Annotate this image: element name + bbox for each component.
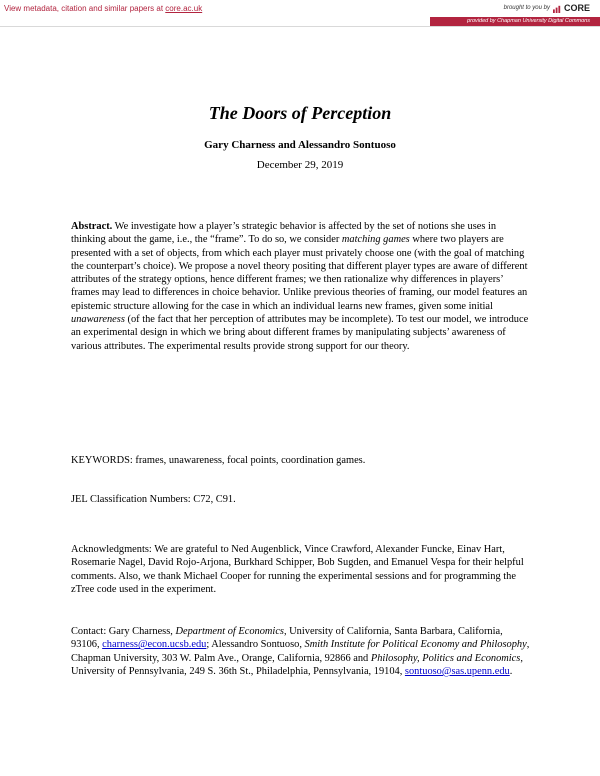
core-logo[interactable] [553, 3, 590, 13]
core-banner [0, 0, 600, 27]
metadata-link[interactable] [4, 4, 202, 13]
contact-text-1: Contact: Gary Charness, [71, 626, 176, 637]
acknowledgments: Acknowledgments: We are grateful to Ned Augenblick, Vince Crawford, Alexander Funcke, Einav Hart, Rosemarie Nagel, David Rojo-Arjona, Burkhard Schipper, Bob Sugden, and Emanuel Vespa for their helpful comments. Also, we thank Michael Cooper for running the experimental sessions and for programming the zTree code used in the experiment. [71, 544, 524, 595]
abstract-emphasis-2: unawareness [71, 314, 125, 326]
provided-by-text: provided by Chapman University Digital Commons [467, 18, 590, 24]
paper-authors: Gary Charness and Alessandro Sontuoso [204, 139, 396, 151]
abstract-text-2: where two players are presented with a set of objects, from which each player must privately choose one (with the goal of matching the counterpart’s choice). We propose a novel theory positing that different player types are aware of different attributes of the strategy options, hence different frames; we then rationalize why differences in players’ frames may lead to differences in choice behavior. Unlike previous theories of framing, our model features an epistemic structure allowing for the case in which an individual learns new frames, given some initial [71, 234, 528, 312]
jel-classification: JEL Classification Numbers: C72, C91. [71, 494, 236, 505]
email-link-sontuoso[interactable]: sontuoso@sas.upenn.edu [404, 665, 510, 677]
email-link-charness[interactable]: charness@econ.ucsb.edu [102, 639, 207, 651]
contact-text-4: , Chapman University, 303 W. Palm Ave., Orange, California, 92866 and [71, 639, 530, 664]
paper-title: The Doors of Perception [208, 103, 392, 123]
contact-info [71, 625, 531, 678]
contact-text-6: . [509, 665, 513, 677]
abstract-label: Abstract. [71, 221, 113, 232]
brought-to-you-by [504, 3, 590, 13]
abstract-text-3: (of the fact that her perception of attributes may be incomplete). To test our model, we introduce an experimental design in which we bring about different frames by manipulating subjects’ awareness of various attributes. The experimental results provide strong support for our theory. [71, 314, 529, 352]
keywords: KEYWORDS: frames, unawareness, focal points, coordination games. [71, 455, 366, 466]
abstract-text-1: We investigate how a player’s strategic behavior is affected by the set of notions she uses in thinking about the game, i.e., the “frame”. To do so, we consider [71, 221, 497, 246]
contact-text-5: , University of Pennsylvania, 249 S. 36th St., Philadelphia, Pennsylvania, 19104, [71, 652, 523, 677]
contact-emphasis-2: Smith Institute for Political Economy and Philosophy [304, 639, 527, 651]
core-ac-uk-link[interactable]: core.ac.uk [165, 4, 203, 13]
metadata-link-text: View metadata, citation and similar papers at [4, 4, 166, 13]
abstract-emphasis-1: matching games [341, 234, 410, 246]
contact-emphasis-1: Department of Economics [175, 626, 284, 637]
abstract [71, 220, 531, 353]
brought-to-you-by-text: brought to you by [503, 5, 550, 11]
core-logo-icon [553, 4, 562, 13]
contact-text-2: , University of California, Santa Barbara, California, 93106, [71, 626, 503, 651]
paper-date: December 29, 2019 [256, 159, 344, 171]
contact-emphasis-3: Philosophy, Politics and Economics [370, 652, 521, 664]
core-logo-text: CORE [563, 3, 590, 13]
contact-text-3: ; Alessandro Sontuoso, [206, 639, 305, 651]
provided-by-bar [430, 17, 600, 26]
